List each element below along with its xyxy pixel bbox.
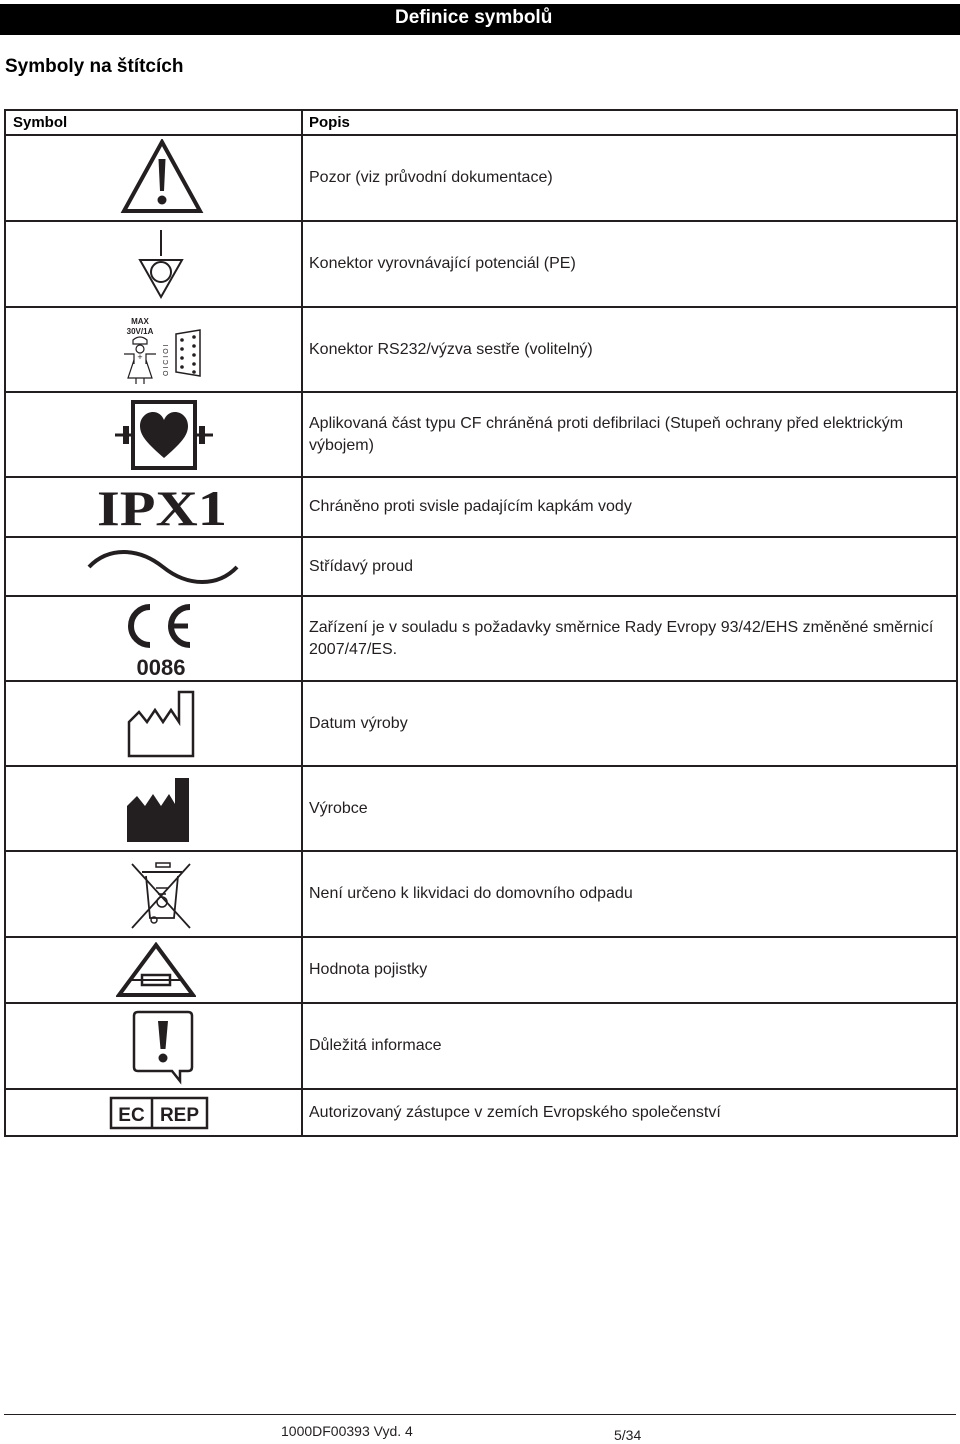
symbol-cell: [5, 477, 302, 537]
footer-document-number: 1000DF00393 Vyd. 4: [281, 1423, 413, 1439]
table-header-row: [5, 110, 957, 135]
manufacturer-icon: [125, 776, 191, 844]
svg-text:+: +: [137, 352, 143, 362]
alternating-current-icon: [86, 545, 240, 589]
symbol-table: [4, 109, 958, 1137]
description-cell: Konektor RS232/výzva sestře (volitelný): [302, 307, 957, 392]
description-cell: Datum výroby: [302, 681, 957, 766]
footer-divider: [4, 1414, 956, 1415]
table-row: [5, 766, 957, 851]
ce-mark-icon: [124, 603, 196, 679]
column-header-symbol: Symbol: [5, 110, 302, 135]
description-cell: Chráněno proti svisle padajícím kapkám vody: [302, 477, 957, 537]
ipx1-label: IPX1: [97, 485, 227, 531]
table-row: [5, 937, 957, 1003]
rep-label: REP: [159, 1105, 200, 1126]
symbol-cell: [5, 537, 302, 596]
table-row: [5, 221, 957, 307]
description-cell: Výrobce: [302, 766, 957, 851]
table-row: [5, 1089, 957, 1136]
symbol-cell: [5, 937, 302, 1003]
table-row: [5, 851, 957, 937]
important-information-icon: [130, 1009, 196, 1085]
symbol-cell: [5, 307, 302, 392]
defibrillation-proof-cf-icon: [114, 400, 214, 470]
ec-label: EC: [118, 1105, 145, 1126]
table-row: [5, 135, 957, 221]
table-row: [5, 1003, 957, 1089]
description-cell: Pozor (viz průvodní dokumentace): [302, 135, 957, 221]
svg-text:O I C I O I: O I C I O I: [163, 344, 170, 376]
notified-body-number: 0086: [136, 655, 186, 679]
symbol-cell: [5, 392, 302, 477]
caution-triangle-icon: [120, 139, 204, 215]
table-row: [5, 392, 957, 477]
table-row: [5, 537, 957, 596]
equipotential-connector-icon: [138, 230, 184, 300]
symbol-cell: [5, 221, 302, 307]
description-cell: Konektor vyrovnávající potenciál (PE): [302, 221, 957, 307]
date-of-manufacture-icon: [125, 688, 197, 760]
table-row: [5, 307, 957, 392]
header-bar: [0, 4, 960, 35]
ec-rep-icon: [109, 1096, 209, 1130]
description-cell: Důležitá informace: [302, 1003, 957, 1089]
symbol-cell: [5, 135, 302, 221]
symbol-cell: [5, 766, 302, 851]
column-header-popis: Popis: [302, 110, 957, 135]
symbol-cell: [5, 596, 302, 681]
icon-rating-label: 30V/1A: [126, 327, 154, 336]
description-cell: Autorizovaný zástupce v zemích Evropského společenství: [302, 1089, 957, 1136]
table-row: [5, 596, 957, 681]
description-cell: Aplikovaná část typu CF chráněná proti defibrilaci (Stupeň ochrany před elektrickým výbojem): [302, 392, 957, 477]
description-cell: Není určeno k likvidaci do domovního odpadu: [302, 851, 957, 937]
ipx1-icon: [94, 485, 230, 531]
table-row: [5, 477, 957, 537]
footer-page-number: 5/34: [614, 1427, 642, 1443]
table-row: [5, 681, 957, 766]
symbol-cell: [5, 851, 302, 937]
icon-max-label: MAX: [131, 317, 149, 326]
symbol-cell: [5, 1089, 302, 1136]
fuse-rating-icon: [116, 942, 196, 998]
description-cell: Zařízení je v souladu s požadavky směrnice Rady Evropy 93/42/EHS změněné směrnicí 2007/47/ES.: [302, 596, 957, 681]
symbol-cell: [5, 1003, 302, 1089]
page-title: Definice symbolů: [395, 7, 553, 28]
symbol-cell: [5, 681, 302, 766]
weee-crossed-bin-icon: [128, 860, 194, 932]
description-cell: Střídavý proud: [302, 537, 957, 596]
rs232-nurse-call-icon: [118, 316, 208, 386]
description-cell: Hodnota pojistky: [302, 937, 957, 1003]
section-title: Symboly na štítcích: [5, 56, 184, 77]
